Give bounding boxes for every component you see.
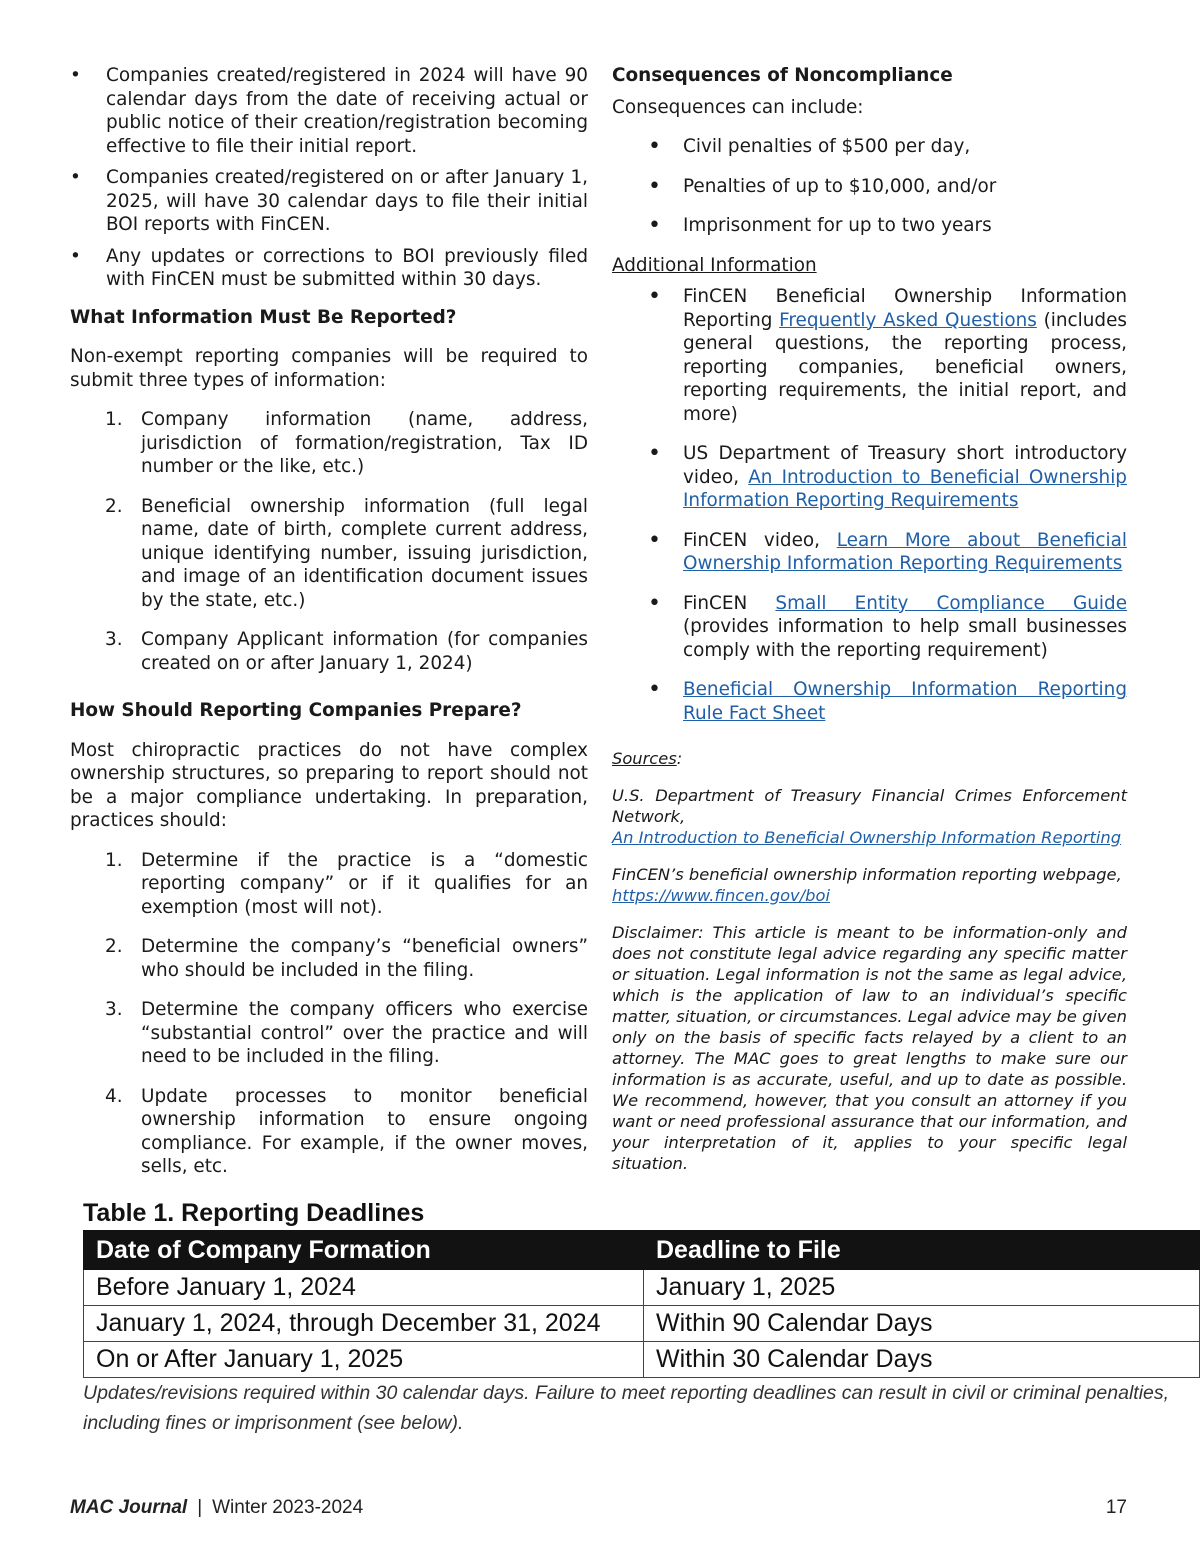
item-number: 2. [105,936,123,957]
list-item [70,495,588,613]
consequences-intro: Consequences can include: [612,96,864,118]
disclaimer: Disclaimer: This article is meant to be information-only and does not constitute legal advice regarding any specific matter or situation. Legal information is not the same as legal advice, which is the application of law to an individual’s specific matter, situation, or circumstances. Legal advice may be given only on the basis of specific facts relayed by a client to an attorney. The MAC goes to great lengths to make sure our information is as accurate, useful, and up to date as possible. We recommend, however, that you consult an attorney if you want or need professional assurance that our information, and your interpretation of it, applies to your specific legal situation. [612,922,1127,1173]
info-text: FinCEN [683,592,776,614]
table-row [84,1270,1200,1306]
info-text: FinCEN Beneficial Ownership Information Reporting [683,286,1127,331]
item-text: Determine if the practice is a “domestic reporting company” or if it qualifies for an exemption (most will not). [141,849,588,918]
list-item [612,529,1127,576]
table-cell: January 1, 2024, through December 31, 2024 [84,1306,644,1342]
source-1 [612,785,1127,848]
item-number: 3. [105,999,123,1020]
what-intro: Non-exempt reporting companies will be required to submit three types of information: [70,346,588,391]
left-column [70,64,588,1179]
list-item [70,935,588,982]
list-item [612,592,1127,663]
list-item [612,678,1127,725]
item-text: Company information (name, address, jurisdiction of formation/registration, Tax ID number or the like, etc.) [141,409,588,477]
list-item: • Companies created/registered on or after January 1, 2025, will have 30 calendar days to file their initial BOI reports with FinCEN. [70,166,588,237]
source-1-link[interactable]: An Introduction to Beneficial Ownership Information Reporting [612,827,1122,847]
list-item [70,849,588,920]
item-text: Update processes to monitor beneficial ownership information to ensure ongoing compliance. For example, if the owner moves, sells, etc. [141,1085,588,1177]
item-text: Beneficial ownership information (full legal name, date of birth, complete current address, unique identifying number, issuing jurisdiction, and image of an identification document issues by the state, etc.) [141,495,588,611]
what-heading: What Information Must Be Reported? [70,306,457,328]
footer-separator: | [197,1497,203,1518]
info-text: (provides information to help small businesses comply with the reporting requirement) [683,616,1127,661]
page-footer [70,1497,1127,1521]
item-text: Company Applicant information (for companies created on or after January 1, 2024) [141,629,588,674]
info-text: FinCEN video, [683,529,837,551]
item-number: 4. [105,1085,123,1107]
table-cell: On or After January 1, 2025 [84,1342,644,1378]
list-item: • Companies created/registered in 2024 will have 90 calendar days from the date of receiving actual or public notice of their creation/registration becoming effective to file their initial report. [70,64,588,158]
item-number: 1. [105,849,123,871]
column-header: Deadline to File [644,1231,1200,1270]
item-number: 2. [105,495,123,517]
list-item: • Penalties of up to $10,000, and/or [612,175,1127,199]
table-cell: Within 90 Calendar Days [644,1306,1200,1342]
table-cell: Before January 1, 2024 [84,1270,644,1306]
fact-sheet-link[interactable]: Beneficial Ownership Information Reporting Rule Fact Sheet [683,679,1127,724]
item-text: Determine the company officers who exercise “substantial control” over the practice and will need to be included in the filing. [141,999,588,1067]
source-text: FinCEN’s beneficial ownership information reporting webpage, [612,864,1122,884]
consequences-heading: Consequences of Noncompliance [612,65,953,86]
issue-label: Winter 2023-2024 [212,1497,364,1518]
table-title: Table 1. Reporting Deadlines [83,1199,425,1227]
intro-video-link[interactable]: An Introduction to Beneficial Ownership Information Reporting Requirements [683,466,1127,511]
table-cell: January 1, 2025 [644,1270,1200,1306]
table-header-row [84,1231,1200,1270]
list-item [612,285,1127,426]
info-text: (includes general questions, the reporting process, reporting companies, beneficial owners, reporting requirements, the initial report, and more) [683,309,1127,425]
learn-more-video-link[interactable]: Learn More about Beneficial Ownership Information Reporting Requirements [683,529,1127,574]
table-cell: Within 30 Calendar Days [644,1342,1200,1378]
prepare-heading: How Should Reporting Companies Prepare? [70,700,522,721]
list-item [70,408,588,479]
faq-link[interactable]: Frequently Asked Questions [779,309,1037,331]
item-number: 3. [105,629,123,650]
table-row [84,1342,1200,1378]
journal-name: MAC Journal [70,1497,188,1518]
list-item: • Civil penalties of $500 per day, [612,135,1127,159]
list-item [612,442,1127,513]
item-number: 1. [105,409,123,430]
info-text: US Department of Treasury short introductory video, [683,443,1127,488]
reporting-deadlines-table-block [83,1196,1200,1438]
column-header: Date of Company Formation [84,1231,644,1270]
reporting-deadlines-table [83,1230,1200,1378]
sources-label: Sources [612,749,677,768]
source-text: U.S. Department of Treasury Financial Crimes Enforcement Network, [612,785,1127,826]
table-note: Updates/revisions required within 30 calendar days. Failure to meet reporting deadlines can result in civil or criminal penalties, including fines or imprisonment (see below). [83,1382,1170,1434]
list-item: • Any updates or corrections to BOI previously filed with FinCEN must be submitted within 30 days. [70,245,588,292]
page-number: 17 [1105,1497,1127,1518]
prepare-intro: Most chiropractic practices do not have complex ownership structures, so preparing to report should not be a major compliance undertaking. In preparation, practices should: [70,739,588,831]
list-item [70,998,588,1069]
list-item [70,1085,588,1179]
table-row [84,1306,1200,1342]
right-column [612,64,1127,1174]
list-item [70,628,588,675]
list-item: • Imprisonment for up to two years [612,214,1127,238]
source-2-link[interactable]: https://www.fincen.gov/boi [612,885,830,905]
compliance-guide-link[interactable]: Small Entity Compliance Guide [775,592,1128,614]
source-2 [612,864,1127,906]
sources-line: Sources: [612,749,683,768]
item-text: Determine the company’s “beneficial owners” who should be included in the filing. [141,936,588,981]
additional-heading: Additional Information [612,254,817,276]
